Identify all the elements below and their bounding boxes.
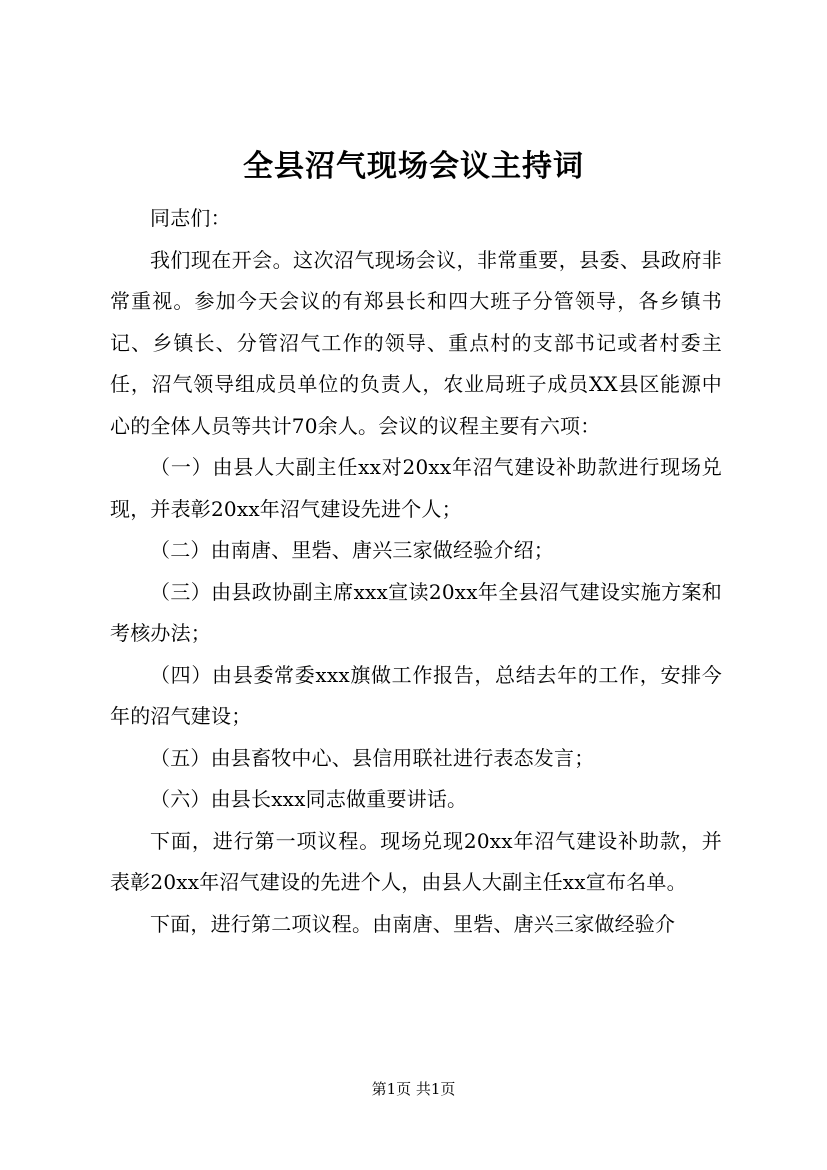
agenda-item-3: （三）由县政协副主席xxx宣读20xx年全县沼气建设实施方案和考核办法； <box>110 579 722 645</box>
agenda-item-5: （五）由县畜牧中心、县信用联社进行表态发言； <box>150 745 595 770</box>
greeting-paragraph: 同志们： <box>150 206 231 230</box>
agenda-item-4: （四）由县委常委xxx旗做工作报告，总结去年的工作，安排今年的沼气建设； <box>110 662 722 728</box>
document-body <box>110 198 722 945</box>
intro-paragraph: 我们现在开会。这次沼气现场会议，非常重要，县委、县政府非常重视。参加今天会议的有郑县长和四大班子分管领导，各乡镇书记、乡镇长、分管沼气工作的领导、重点村的支部书记或者村委主任，沼气领导组成员单位的负责人，农业局班子成员XX县区能源中心的全体人员等共计70余人。会议的议程主要有六项： <box>110 247 722 438</box>
agenda-item-6: （六）由县长xxx同志做重要讲话。 <box>150 787 468 811</box>
document-title: 全县沼气现场会议主持词 <box>243 149 584 184</box>
agenda-step-1-paragraph: 下面，进行第一项议程。现场兑现20xx年沼气建设补助款，并表彰20xx年沼气建设的先进个人，由县人大副主任xx宣布名单。 <box>110 828 722 894</box>
page-footer: 第1页 共1页 <box>371 1080 456 1098</box>
agenda-item-1: （一）由县人大副主任xx对20xx年沼气建设补助款进行现场兑现，并表彰20xx年沼气建设先进个人； <box>110 455 722 521</box>
agenda-step-2-paragraph: 下面，进行第二项议程。由南唐、里砦、唐兴三家做经验介 <box>150 911 676 936</box>
agenda-item-2: （二）由南唐、里砦、唐兴三家做经验介绍； <box>150 538 554 562</box>
